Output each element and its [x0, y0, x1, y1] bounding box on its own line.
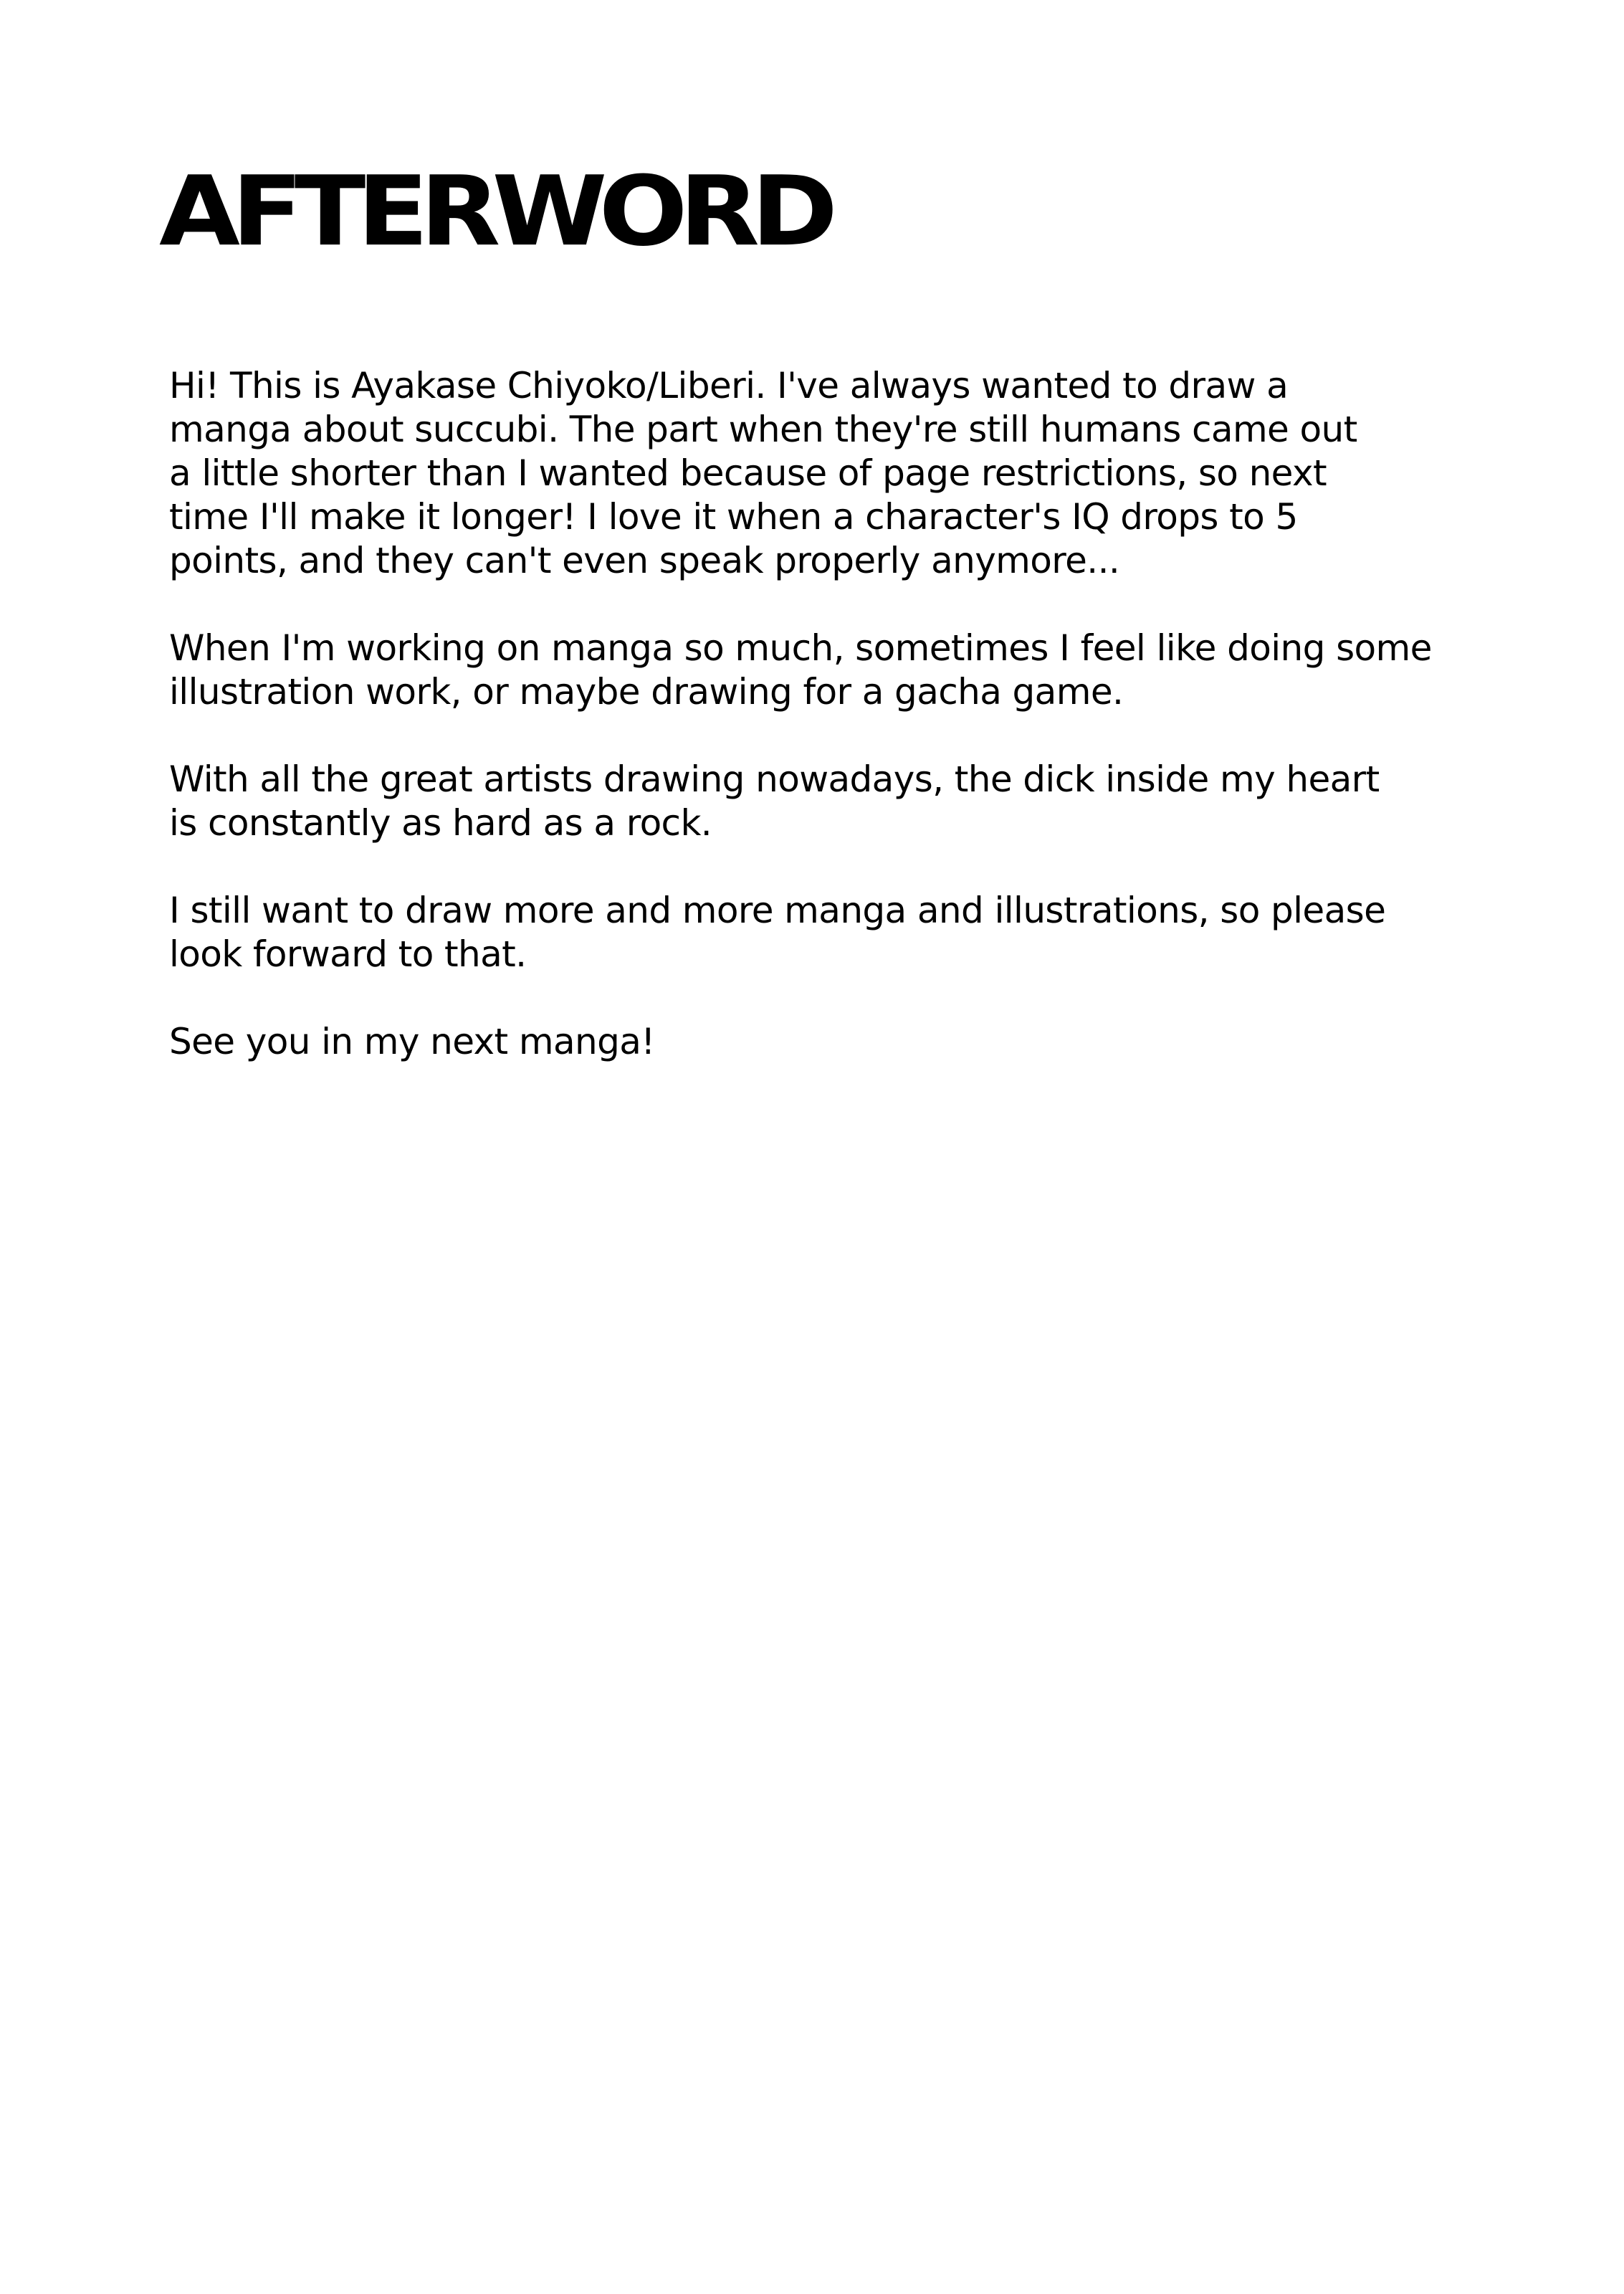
page-title: AFTERWORD	[159, 155, 830, 268]
afterword-body	[169, 364, 1430, 1108]
paragraph-illustration	[169, 627, 1430, 714]
text-line: look forward to that.	[169, 933, 527, 975]
text-line: is constantly as hard as a rock.	[169, 802, 712, 844]
text-line: With all the great artists drawing nowadays, the dick inside my heart	[169, 758, 1380, 800]
paragraph-intro	[169, 364, 1430, 583]
text-line: manga about succubi. The part when they're still humans came out	[169, 409, 1357, 450]
text-line: Hi! This is Ayakase Chiyoko/Liberi. I've always wanted to draw a	[169, 365, 1289, 406]
text-line: I still want to draw more and more manga and illustrations, so please	[169, 890, 1386, 931]
paragraph-artists	[169, 758, 1430, 845]
text-line: time I'll make it longer! I love it when a character's IQ drops to 5	[169, 496, 1298, 538]
text-line: When I'm working on manga so much, sometimes I feel like doing some	[169, 627, 1432, 669]
text-line: illustration work, or maybe drawing for a gacha game.	[169, 671, 1124, 713]
text-line: points, and they can't even speak properly anymore...	[169, 540, 1120, 581]
paragraph-future	[169, 889, 1430, 976]
text-line: See you in my next manga!	[169, 1021, 655, 1062]
text-line: a little shorter than I wanted because of page restrictions, so next	[169, 452, 1327, 494]
paragraph-closing	[169, 1020, 1430, 1064]
